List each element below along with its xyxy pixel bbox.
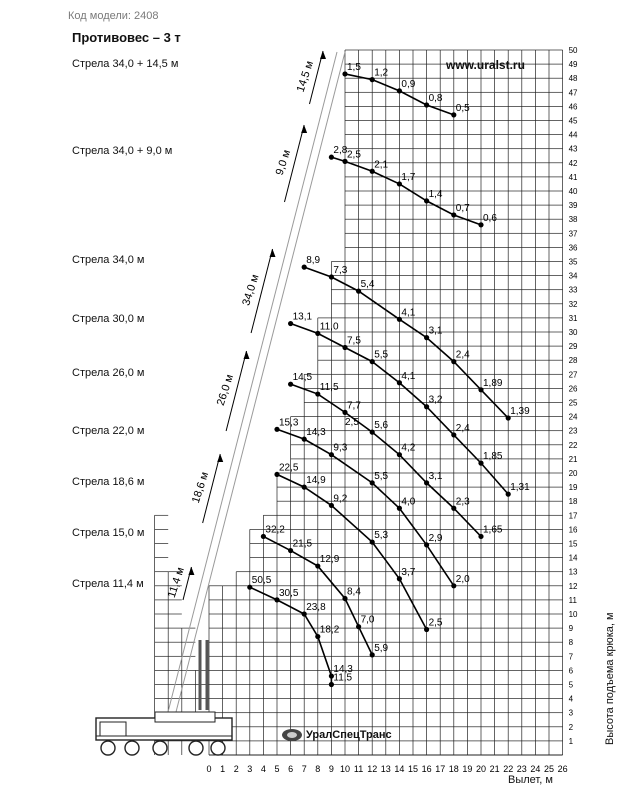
brand-name: УралСпецТранс (306, 729, 392, 741)
data-label: 2,8 (333, 145, 348, 157)
x-tick-label: 21 (489, 764, 500, 774)
data-label: 5,6 (374, 420, 389, 432)
data-label: 0,5 (455, 102, 470, 114)
x-tick-label: 7 (301, 764, 307, 774)
y-tick-label: 1 (568, 736, 574, 746)
data-label: 1,4 (428, 188, 443, 200)
x-tick-label: 10 (339, 764, 351, 774)
data-label: 1,89 (483, 377, 503, 389)
y-tick-label: 36 (568, 243, 578, 253)
data-label: 14,9 (306, 475, 326, 487)
y-tick-label: 38 (568, 215, 578, 225)
y-tick-label: 42 (568, 158, 578, 168)
boom-segment-label: 34,0 м (240, 272, 262, 308)
y-axis-ticks (569, 46, 578, 746)
y-tick-label: 5 (568, 680, 574, 690)
data-label: 21,5 (292, 538, 313, 550)
data-label: 2,4 (455, 349, 470, 361)
data-label: 22,5 (279, 462, 299, 474)
y-tick-label: 40 (568, 187, 578, 196)
boom-label: Стрела 34,0 + 9,0 м (72, 145, 173, 157)
boom-label: Стрела 34,0 м (72, 254, 145, 266)
dimension-arrow (270, 249, 276, 257)
x-tick-label: 22 (503, 764, 514, 774)
y-tick-label: 26 (568, 384, 578, 394)
boom-segment-label: 9,0 м (273, 148, 294, 177)
data-label: 0,7 (455, 202, 470, 214)
y-tick-label: 19 (568, 483, 578, 493)
data-label: 14,5 (292, 372, 313, 384)
data-label: 9,3 (333, 442, 348, 454)
dimension-arrow (320, 51, 326, 59)
data-label: 18,2 (319, 624, 340, 636)
y-tick-label: 16 (568, 525, 578, 535)
y-tick-label: 17 (568, 511, 578, 521)
dimension-arrow (243, 351, 249, 359)
data-label: 8,4 (347, 586, 361, 598)
y-tick-label: 7 (568, 652, 574, 662)
data-label: 1,39 (510, 406, 530, 418)
data-label: 1,7 (401, 171, 416, 183)
x-tick-label: 11 (353, 764, 364, 774)
y-tick-label: 48 (568, 74, 578, 84)
data-label: 12,9 (319, 554, 340, 566)
y-tick-label: 12 (568, 581, 578, 591)
y-tick-label: 10 (568, 610, 578, 619)
data-label: 4,1 (401, 307, 416, 319)
series-Стрела 34,0 м (302, 255, 531, 420)
y-tick-label: 35 (568, 257, 578, 267)
x-tick-label: 1 (220, 764, 226, 774)
y-tick-label: 25 (568, 398, 578, 408)
crane-truck-icon (96, 712, 232, 755)
y-tick-label: 11 (568, 595, 577, 605)
x-axis-label: Вылет, м (508, 774, 553, 786)
data-label: 0,6 (483, 212, 497, 224)
y-tick-label: 6 (568, 666, 574, 676)
x-tick-label: 25 (543, 764, 555, 774)
y-tick-label: 47 (568, 88, 578, 98)
x-tick-label: 19 (462, 764, 473, 774)
y-axis-label: Высота подъема крюка, м (604, 612, 616, 745)
y-tick-label: 32 (568, 299, 578, 309)
data-label: 3,1 (428, 325, 443, 337)
x-tick-label: 12 (367, 764, 378, 774)
y-tick-label: 28 (568, 356, 578, 366)
y-tick-label: 49 (568, 60, 578, 70)
y-tick-label: 33 (568, 285, 578, 295)
data-label: 5,5 (374, 470, 389, 482)
data-label: 32,2 (265, 524, 285, 536)
y-tick-label: 39 (568, 201, 578, 211)
data-label: 2,0 (455, 573, 470, 585)
boom-segment-label: 11,4 м (165, 565, 187, 600)
data-label: 2,9 (428, 532, 443, 544)
data-label: 9,2 (333, 493, 348, 505)
data-label: 11,0 (319, 321, 339, 333)
x-tick-label: 8 (315, 764, 321, 774)
brand-logo-icon (281, 728, 303, 742)
x-tick-label: 18 (448, 764, 459, 774)
series-line (277, 429, 454, 586)
x-tick-label: 4 (260, 764, 266, 774)
y-tick-label: 37 (568, 229, 578, 239)
data-label: 3,1 (428, 470, 443, 482)
page-title: Противовес – 3 т (72, 30, 181, 45)
data-label: 3,2 (428, 394, 443, 406)
y-tick-label: 8 (568, 638, 574, 648)
y-tick-label: 34 (568, 271, 578, 281)
data-label: 2,3 (455, 496, 470, 508)
boom-label: Стрела 22,0 м (72, 425, 145, 437)
boom-segment-label: 14,5 м (294, 59, 317, 94)
y-tick-label: 44 (568, 130, 578, 140)
data-label: 3,7 (401, 566, 416, 578)
data-label: 4,2 (401, 442, 416, 454)
boom-label: Стрела 30,0 м (72, 313, 145, 325)
x-tick-label: 16 (421, 764, 432, 774)
data-label: 7,7 (347, 400, 361, 412)
y-tick-label: 14 (568, 553, 578, 563)
data-label: 5,3 (374, 530, 389, 542)
data-label: 1,65 (483, 524, 503, 536)
x-tick-label: 6 (288, 764, 294, 774)
boom-dimensions (166, 51, 326, 600)
y-tick-label: 23 (568, 426, 578, 436)
boom-segment-label: 26,0 м (214, 372, 237, 408)
data-label: 2,5 (345, 417, 359, 429)
x-tick-label: 26 (557, 764, 568, 774)
series-Стрела 26,0 м (288, 372, 503, 542)
data-label: 0,9 (401, 78, 416, 90)
data-label: 5,4 (360, 279, 375, 291)
boom-label: Стрела 15,0 м (72, 527, 145, 539)
crane-boom (165, 52, 348, 712)
boom-segment-label: 18,6 м (189, 470, 212, 505)
x-tick-label: 14 (394, 764, 405, 774)
y-tick-label: 31 (568, 313, 578, 323)
data-label: 5,5 (374, 349, 389, 361)
data-label: 7,0 (360, 614, 375, 626)
y-tick-label: 3 (568, 708, 574, 718)
data-label: 50,5 (251, 575, 272, 587)
data-label: 4,1 (401, 370, 416, 382)
model-code: Код модели: 2408 (68, 10, 159, 22)
x-tick-label: 15 (407, 764, 419, 774)
y-tick-label: 18 (568, 497, 578, 507)
y-tick-label: 45 (568, 116, 578, 126)
dimension-arrow (301, 125, 307, 133)
y-tick-label: 46 (568, 102, 578, 112)
x-tick-label: 17 (435, 764, 446, 774)
y-tick-label: 43 (568, 144, 578, 154)
data-label: 8,9 (306, 255, 321, 267)
data-label: 14,3 (306, 427, 326, 439)
y-tick-label: 2 (568, 722, 574, 732)
x-tick-label: 24 (530, 764, 541, 774)
data-label: 1,2 (374, 67, 389, 79)
y-tick-label: 22 (568, 440, 578, 450)
data-label: 5,9 (374, 642, 389, 654)
x-tick-label: 13 (380, 764, 391, 774)
data-label: 11,5 (319, 382, 339, 394)
y-tick-label: 13 (568, 567, 578, 577)
dimension-arrow (217, 454, 223, 462)
y-tick-label: 41 (568, 172, 578, 182)
dimension-arrow (188, 567, 194, 575)
data-label: 2,1 (374, 159, 389, 171)
y-tick-label: 50 (568, 46, 578, 55)
x-tick-label: 20 (475, 764, 487, 774)
y-tick-label: 4 (568, 694, 574, 704)
y-tick-label: 27 (568, 370, 578, 380)
data-label: 1,5 (347, 61, 361, 73)
data-label: 15,3 (279, 417, 299, 429)
data-label: 2,5 (347, 149, 361, 161)
data-label: 13,1 (292, 311, 313, 323)
x-tick-label: 0 (206, 764, 212, 774)
data-label: 1,85 (483, 451, 503, 463)
data-label: 23,8 (306, 602, 326, 613)
y-tick-label: 29 (568, 342, 578, 352)
data-label: 30,5 (279, 587, 299, 599)
y-tick-label: 21 (568, 454, 578, 464)
x-axis-ticks (206, 764, 567, 774)
y-tick-label: 24 (568, 412, 578, 422)
x-tick-label: 3 (247, 764, 253, 774)
data-label: 2,5 (428, 617, 443, 629)
y-tick-label: 15 (568, 539, 578, 549)
data-label: 2,4 (455, 422, 470, 434)
website-url[interactable]: www.uralst.ru (446, 58, 525, 72)
boom-label: Стрела 26,0 м (72, 367, 145, 379)
data-label: 7,5 (347, 335, 361, 347)
y-tick-label: 9 (568, 624, 574, 634)
boom-label: Стрела 18,6 м (72, 476, 145, 488)
boom-label: Стрела 11,4 м (72, 578, 144, 590)
data-label: 0,8 (428, 92, 443, 104)
data-label: 4,0 (401, 496, 416, 508)
x-tick-label: 23 (516, 764, 527, 774)
y-tick-label: 20 (568, 469, 578, 478)
data-label: 7,3 (333, 265, 348, 277)
data-label: 14,3 (333, 664, 353, 676)
data-label: 1,31 (510, 482, 530, 494)
x-tick-label: 2 (233, 764, 239, 774)
x-tick-label: 9 (328, 764, 334, 774)
x-tick-label: 5 (274, 764, 280, 774)
data-label: 11,5 (333, 672, 353, 684)
y-tick-label: 30 (568, 328, 578, 337)
boom-label: Стрела 34,0 + 14,5 м (72, 58, 179, 70)
